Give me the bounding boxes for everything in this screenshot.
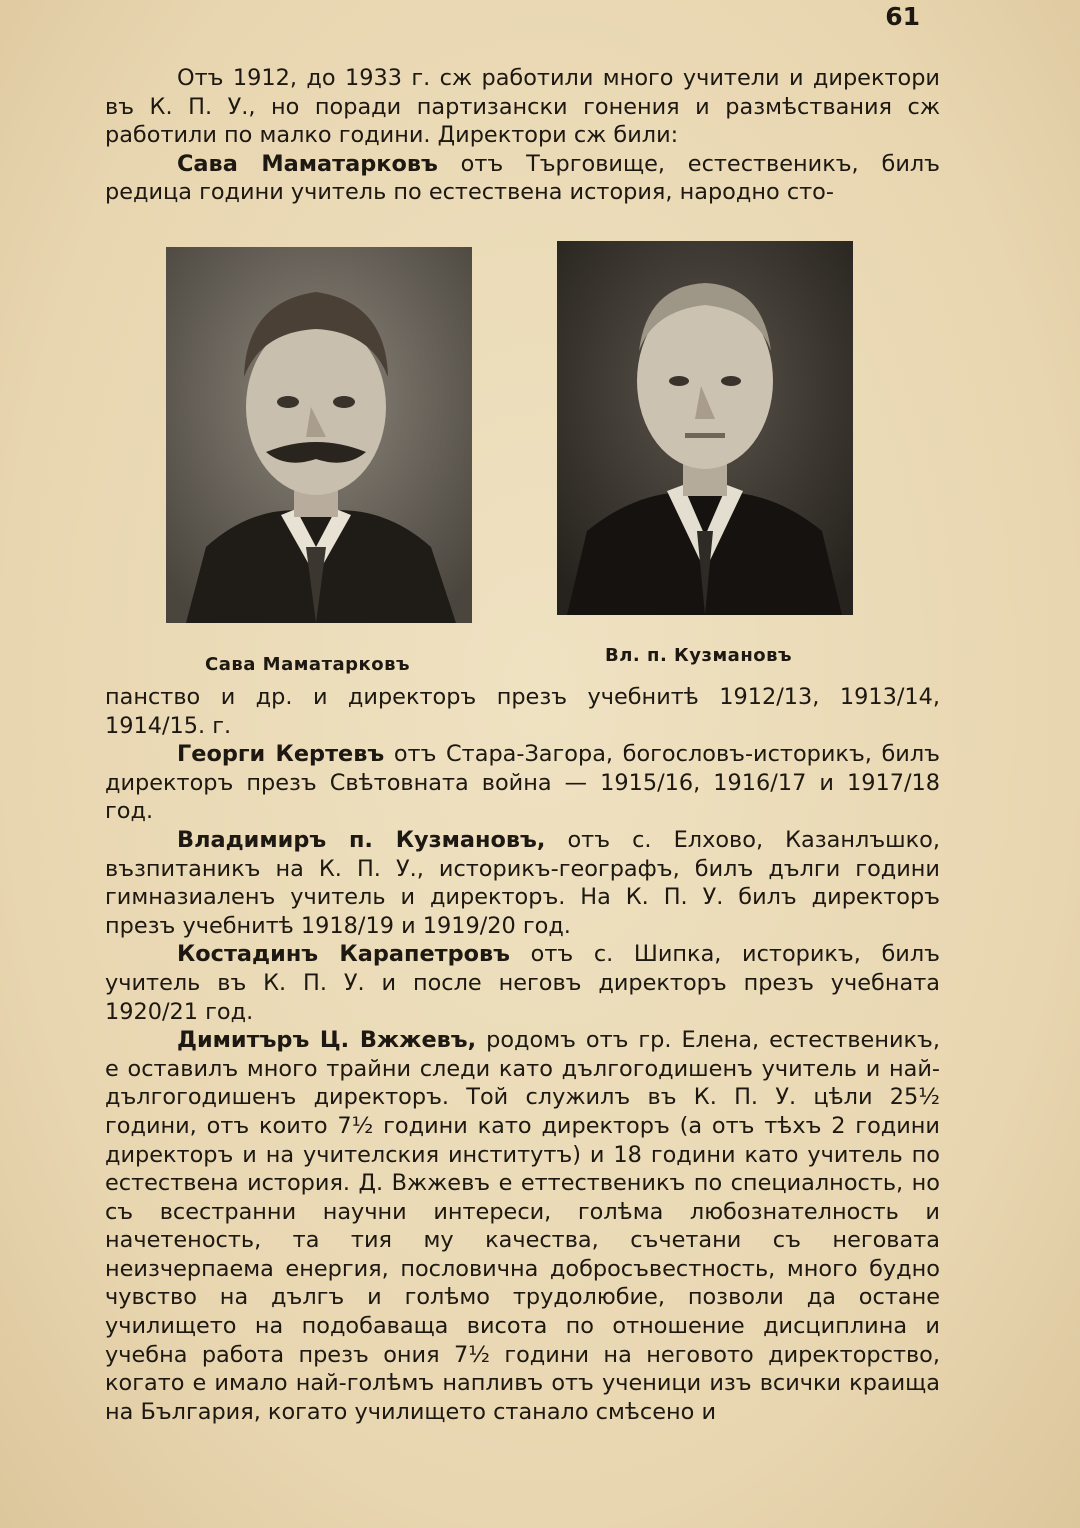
karapetrov-text: отъ с. Шипка, историкъ, билъ учитель въ К. П. У. и после неговъ директоръ презъ учебната 1920/21 год. — [105, 941, 940, 1025]
caption-right: Вл. п. Кузмановъ — [605, 645, 793, 666]
vazhev-paragraph — [105, 1026, 940, 1426]
sava-name: Сава Маматарковъ — [177, 150, 438, 177]
portrait-sava-mamatarkov — [166, 247, 472, 623]
sava-paragraph — [105, 150, 940, 207]
vazhev-name: Димитъръ Ц. Вжжевъ, — [177, 1027, 477, 1054]
page-number: 61 — [885, 2, 920, 31]
karapetrov-name: Костадинъ Карапетровъ — [177, 941, 511, 968]
kuzmanov-name: Владимиръ п. Кузмановъ, — [177, 826, 546, 853]
karapetrov-paragraph — [105, 940, 940, 1026]
portrait-vl-kuzmanov — [557, 241, 853, 615]
caption-left: Сава Маматарковъ — [205, 654, 411, 675]
vazhev-text: родомъ отъ гр. Елена, естественикъ, е оставилъ много трайни следи като дългогодишенъ учитель и най-дългогодишенъ директоръ. Той служилъ въ К. П. У. цѣли 25½ години, отъ които 7½ години като директоръ (а отъ тѣхъ 2 години директоръ и на учителския институтъ) и 18 години като учитель по естествена история. Д. Вжжевъ е еттественикъ по специалность, но съ всестранни научни интереси, голѣма любознателность и начетеность, та тия му качества, съчетани съ неговата неизчерпаема енергия, пословична добросъвестность, много будно чувство на дългъ и голѣмо трудолюбие, позволи да остане училището на подобаваща висота по отношение дисциплина и учебна работа презъ ония 7½ години на неговото директорство, когато е имало най-голѣмъ напливъ отъ ученици изъ всички краища на България, когато училището станало смѣсено и — [105, 1027, 940, 1425]
kuzmanov-text: отъ с. Елхово, Казанлъшко, възпитаникъ на К. П. У., историкъ-географъ, билъ дълги години гимназиаленъ учитель и директоръ. На К. П. У. билъ директоръ презъ учебнитѣ 1918/19 и 1919/20 год. — [105, 826, 940, 939]
intro-paragraph: Отъ 1912, до 1933 г. сж работили много учители и директори въ К. П. У., но поради партизански гонения и размѣствания сж работили по малко години. Директори сж били: — [105, 65, 940, 149]
kertev-text: отъ Стара-Загора, богословъ-историкъ, билъ директоръ презъ Свѣтовната война — 1915/16, 1916/17 и 1917/18 год. — [105, 741, 940, 825]
sava-continuation: панство и др. и директоръ презъ учебнитѣ 1912/13, 1913/14, 1914/15. г. — [105, 684, 940, 739]
sava-text: отъ Търговище, естественикъ, билъ редица години учитель по естествена история, народно сто- — [105, 150, 940, 206]
intro-text — [105, 64, 940, 207]
kuzmanov-paragraph — [105, 826, 940, 940]
bios-text — [105, 683, 940, 1426]
kertev-name: Георги Кертевъ — [177, 741, 385, 768]
kertev-paragraph — [105, 740, 940, 826]
